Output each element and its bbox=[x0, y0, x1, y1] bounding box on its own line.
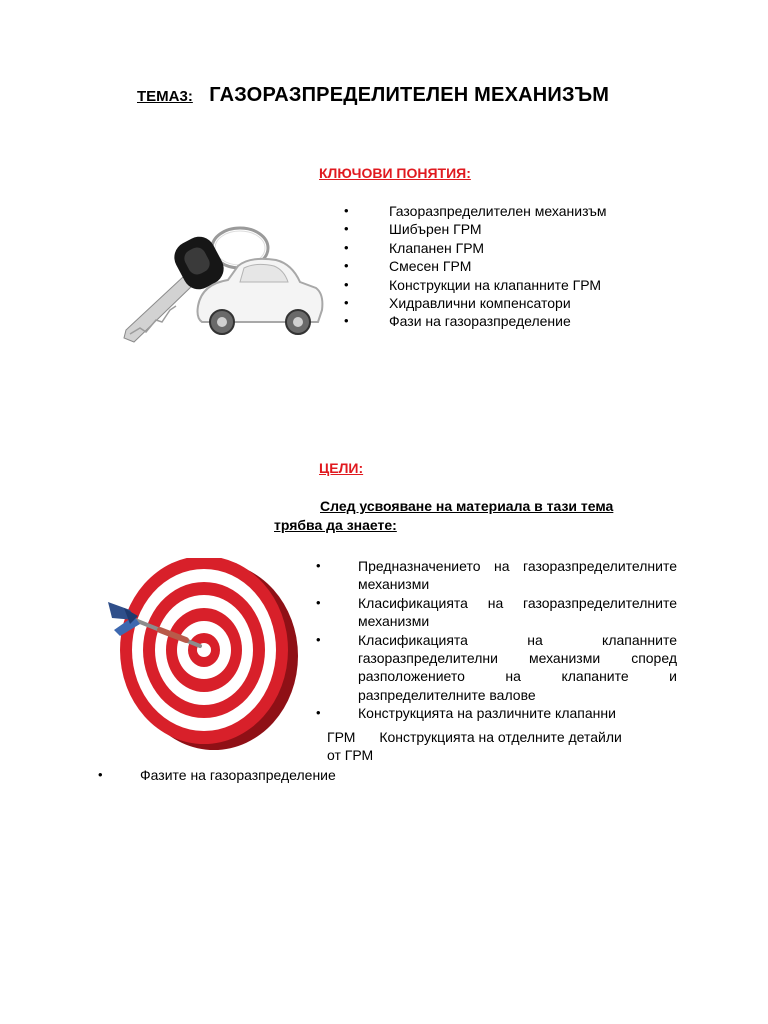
dartboard-icon bbox=[100, 558, 300, 753]
bullet-icon: • bbox=[98, 767, 103, 782]
list-item: • Клапанен ГРМ bbox=[344, 239, 485, 256]
goals-heading: ЦЕЛИ: bbox=[319, 460, 364, 476]
key-concepts-list bbox=[344, 202, 607, 331]
list-item: • Предназначението на газоразпределителните механизми bbox=[316, 558, 677, 593]
bullet-icon: • bbox=[316, 631, 321, 647]
goals-continuation: ГРМ Конструкцията на отделните детайли от ГРМ bbox=[327, 729, 622, 764]
title-prefix: ТЕМА3: bbox=[137, 88, 193, 105]
bullet-icon: • bbox=[344, 221, 349, 237]
bullet-icon: • bbox=[316, 558, 321, 573]
list-item: • Конструкции на клапанните ГРМ bbox=[344, 276, 602, 293]
list-item: • Конструкцията на различните клапанни bbox=[316, 705, 616, 722]
bullet-icon: • bbox=[316, 705, 321, 721]
goals-list bbox=[316, 557, 677, 723]
title-main: ГАЗОРАЗПРЕДЕЛИТЕЛЕН МЕХАНИЗЪМ bbox=[209, 84, 610, 106]
bullet-icon: • bbox=[344, 203, 349, 218]
bullet-icon: • bbox=[316, 594, 321, 610]
car-key-icon bbox=[110, 210, 330, 360]
list-item: • Класификацията на клапанните газоразпределителни механизми според разположението на клапаните и разпределителните валове bbox=[316, 631, 677, 703]
list-item: • Класификацията на газоразпределителните механизми bbox=[316, 594, 677, 630]
bullet-icon: • bbox=[344, 295, 349, 311]
goals-intro: След усвояване на материала в тази тема трябва да знаете: bbox=[274, 498, 614, 533]
bullet-icon: • bbox=[344, 313, 349, 329]
bullet-icon: • bbox=[344, 258, 349, 274]
list-item: • Фази на газоразпределение bbox=[344, 313, 571, 330]
list-item: • Газоразпределителен механизъм bbox=[344, 203, 607, 219]
page-title bbox=[137, 84, 609, 107]
bullet-icon: • bbox=[344, 276, 349, 292]
list-item: • Шибърен ГРМ bbox=[344, 221, 482, 238]
list-item: • Смесен ГРМ bbox=[344, 258, 472, 275]
key-concepts-heading: КЛЮЧОВИ ПОНЯТИЯ: bbox=[319, 165, 471, 181]
list-item: • Хидравлични компенсатори bbox=[344, 295, 571, 312]
bullet-icon: • bbox=[344, 239, 349, 255]
